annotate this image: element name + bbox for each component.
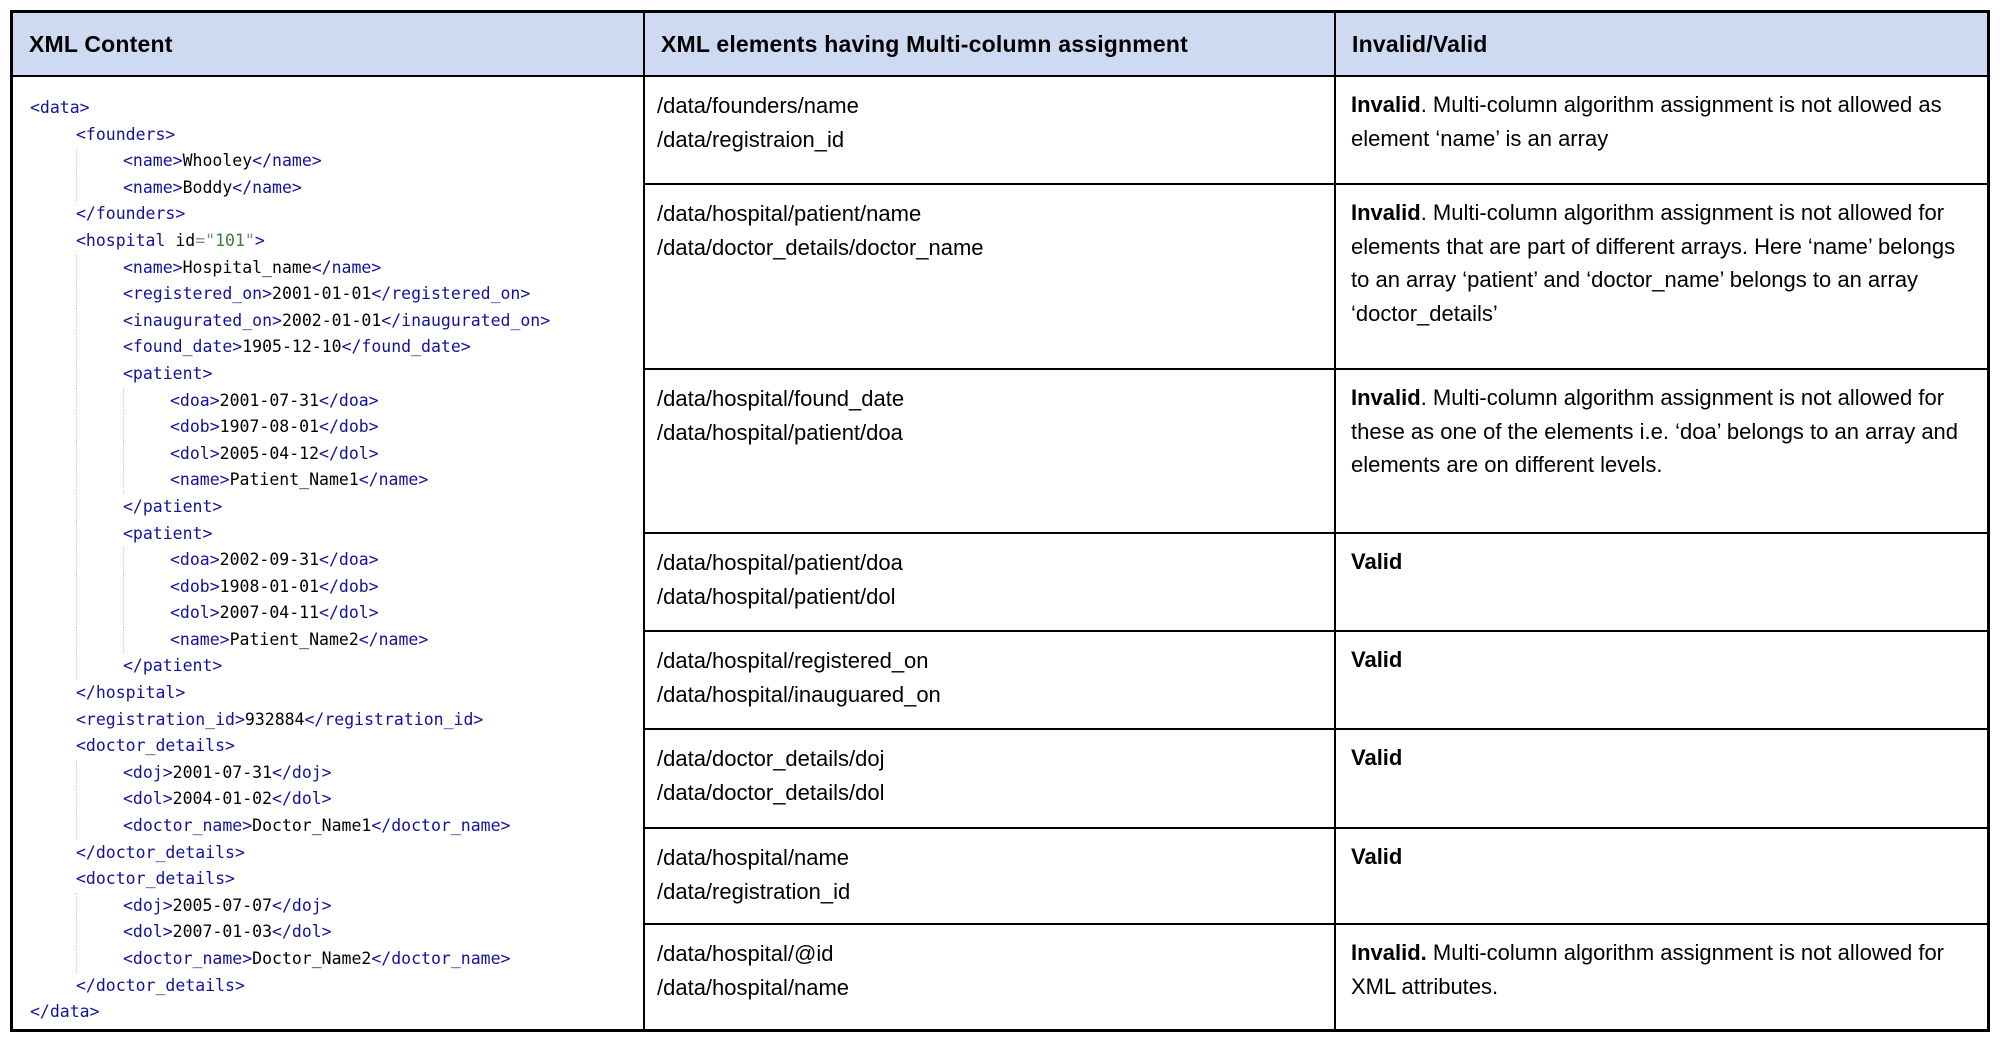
xml-code-line <box>30 175 639 202</box>
xml-tag: <patient> <box>123 363 213 383</box>
verdict-label: Invalid. <box>1351 940 1427 965</box>
xml-code-line <box>30 148 639 175</box>
xml-paths-cell <box>645 829 1334 923</box>
xml-tag: </dol> <box>319 603 379 623</box>
verdict-label: Invalid <box>1351 200 1421 225</box>
indent-space <box>30 946 76 973</box>
xml-tag: <dob> <box>170 576 220 596</box>
xml-text: 932884 <box>244 709 305 729</box>
xml-tag: <doctor_name> <box>123 949 253 968</box>
xml-tag: </dob> <box>319 576 379 596</box>
xml-tag: <dol> <box>123 922 173 942</box>
xml-text: 2004-01-02 <box>172 789 273 809</box>
xml-path: /data/doctor_details/doj <box>657 746 885 771</box>
indent-guide <box>123 414 170 441</box>
indent-guide <box>76 919 123 946</box>
indent-space <box>30 707 76 734</box>
xml-tag: <name> <box>123 177 183 197</box>
xml-code-line <box>30 866 639 893</box>
xml-text: Doctor_Name2 <box>252 949 372 968</box>
indent-space <box>30 175 76 202</box>
xml-text: id <box>165 230 196 250</box>
xml-path: /data/hospital/patient/name <box>657 201 922 226</box>
xml-path: /data/hospital/patient/doa <box>657 550 903 575</box>
xml-tag: </found_date> <box>341 337 471 357</box>
xml-code-line <box>30 441 639 468</box>
xml-tag: </patient> <box>123 656 223 676</box>
indent-guide <box>76 627 123 654</box>
xml-tag: <doctor_name> <box>123 816 253 836</box>
xml-code-line <box>30 95 639 122</box>
indent-guide <box>76 521 123 548</box>
xml-tag: <doa> <box>170 550 220 570</box>
verdict-label: Valid <box>1351 647 1403 672</box>
xml-tag: </dol> <box>319 443 379 463</box>
xml-tag: <dob> <box>170 417 220 437</box>
xml-tag: <doj> <box>123 762 173 782</box>
indent-space <box>30 893 76 920</box>
validity-cell <box>1336 534 1987 630</box>
xml-tag: </inaugurated_on> <box>381 310 551 330</box>
xml-tag: </founders> <box>76 204 186 224</box>
xml-tag: </name> <box>252 151 322 171</box>
indent-space <box>30 733 76 760</box>
validity-cell <box>1336 730 1987 827</box>
xml-code-line <box>30 255 639 282</box>
xml-text: Boddy <box>182 177 233 197</box>
xml-text: 1905-12-10 <box>242 337 342 357</box>
xml-code-line <box>30 308 639 335</box>
xml-text: Whooley <box>182 151 253 171</box>
indent-space <box>30 334 76 361</box>
indent-guide <box>76 414 123 441</box>
indent-guide <box>76 946 123 973</box>
xml-path: /data/doctor_details/doctor_name <box>657 235 984 260</box>
header-xml-elements-multicolumn: XML elements having Multi-column assignment <box>645 13 1334 75</box>
xml-tag: <doj> <box>123 895 173 915</box>
xml-tag: </doctor_name> <box>371 816 511 836</box>
xml-code-line <box>30 201 639 228</box>
xml-path: /data/hospital/found_date <box>657 386 905 411</box>
indent-space <box>30 441 76 468</box>
indent-space <box>30 600 76 627</box>
indent-guide <box>123 547 170 574</box>
xml-tag: </doj> <box>272 895 332 915</box>
xml-text: 2002-01-01 <box>281 310 382 330</box>
xml-code-line <box>30 574 639 601</box>
xml-text: Patient_Name2 <box>229 629 359 649</box>
xml-text: 2005-04-12 <box>219 443 320 463</box>
xml-code-line <box>30 653 639 680</box>
xml-code-line <box>30 281 639 308</box>
xml-path: /data/hospital/@id <box>657 941 834 966</box>
indent-space <box>30 122 76 149</box>
xml-code-line <box>30 893 639 920</box>
xml-text: Hospital_name <box>182 257 312 277</box>
header-invalid-valid: Invalid/Valid <box>1336 13 1987 75</box>
xml-path: /data/registration_id <box>657 879 851 904</box>
indent-space <box>30 148 76 175</box>
xml-tag: <doctor_details> <box>76 736 235 756</box>
indent-guide <box>76 148 123 175</box>
xml-paths-cell <box>645 370 1334 532</box>
xml-text: 2007-01-03 <box>172 922 273 942</box>
xml-tag: </patient> <box>123 496 223 516</box>
indent-space <box>30 201 76 228</box>
xml-code-line <box>30 414 639 441</box>
indent-guide <box>76 467 123 494</box>
xml-code-line <box>30 733 639 760</box>
xml-path: /data/hospital/name <box>657 975 850 1000</box>
xml-paths-cell <box>645 632 1334 728</box>
xml-code-block <box>13 77 643 1029</box>
xml-code-line <box>30 334 639 361</box>
xml-tag: </dol> <box>272 922 332 942</box>
xml-path: /data/founders/name <box>657 93 859 118</box>
indent-guide <box>76 574 123 601</box>
xml-tag: <hospital <box>76 230 166 250</box>
indent-space <box>30 919 76 946</box>
indent-guide <box>76 494 123 521</box>
header-xml-content: XML Content <box>13 13 643 75</box>
xml-path: /data/hospital/inauguared_on <box>657 682 941 707</box>
xml-code-line <box>30 388 639 415</box>
xml-code-line <box>30 467 639 494</box>
xml-paths-cell <box>645 730 1334 827</box>
xml-code-line <box>30 680 639 707</box>
comparison-table <box>10 10 1990 1032</box>
indent-space <box>30 973 76 1000</box>
indent-space <box>30 840 76 867</box>
xml-text: 2001-07-31 <box>219 390 320 410</box>
xml-tag: <name> <box>170 629 230 649</box>
indent-guide <box>123 627 170 654</box>
indent-space <box>30 813 76 840</box>
xml-punct: =" <box>195 230 216 250</box>
xml-text: 2001-01-01 <box>272 284 372 304</box>
xml-tag: <doctor_details> <box>76 869 235 889</box>
xml-tag: </name> <box>311 257 382 277</box>
indent-guide <box>76 547 123 574</box>
verdict-explanation: . Multi-column algorithm assignment is not allowed as element ‘name’ is an array <box>1351 92 1942 151</box>
verdict-label: Valid <box>1351 844 1403 869</box>
indent-space <box>30 414 76 441</box>
xml-tag: <data> <box>30 98 90 117</box>
xml-tag: </name> <box>358 470 429 490</box>
verdict-explanation: . Multi-column algorithm assignment is not allowed for elements that are part of different arrays. Here ‘name’ belongs to an array ‘patient’ and ‘doctor_name’ belongs to an array ‘doctor_details’ <box>1351 200 1956 326</box>
xml-tag: <founders> <box>76 124 176 144</box>
indent-guide <box>76 760 123 787</box>
xml-punct: " <box>244 230 255 250</box>
xml-tag: <dol> <box>170 443 220 463</box>
xml-code-line <box>30 521 639 548</box>
xml-tag: </dol> <box>272 789 332 809</box>
xml-text: 2007-04-11 <box>219 603 320 623</box>
xml-tag: </hospital> <box>76 683 186 703</box>
validity-cell <box>1336 632 1987 728</box>
indent-guide <box>76 893 123 920</box>
indent-space <box>30 228 76 255</box>
xml-paths-cell <box>645 185 1334 368</box>
indent-guide <box>123 574 170 601</box>
indent-guide <box>76 255 123 282</box>
indent-guide <box>76 786 123 813</box>
indent-space <box>30 388 76 415</box>
indent-space <box>30 281 76 308</box>
indent-guide <box>123 600 170 627</box>
indent-guide <box>76 361 123 388</box>
xml-tag: <name> <box>123 151 183 171</box>
indent-guide <box>76 281 123 308</box>
xml-tag: </doctor_details> <box>76 842 245 862</box>
xml-text: 2001-07-31 <box>172 762 273 782</box>
xml-text: 2005-07-07 <box>172 895 273 915</box>
xml-tag: <dol> <box>170 603 220 623</box>
xml-tag: </doa> <box>319 550 379 570</box>
xml-tag: <name> <box>123 257 183 277</box>
indent-space <box>30 760 76 787</box>
indent-space <box>30 866 76 893</box>
indent-space <box>30 653 76 680</box>
validity-cell <box>1336 925 1987 1029</box>
indent-guide <box>76 334 123 361</box>
xml-code-line <box>30 946 639 973</box>
xml-tag: </data> <box>30 1002 100 1022</box>
validity-cell <box>1336 77 1987 183</box>
indent-space <box>30 680 76 707</box>
indent-space <box>30 547 76 574</box>
xml-path: /data/registraion_id <box>657 127 845 152</box>
xml-code-line <box>30 627 639 654</box>
indent-guide <box>76 813 123 840</box>
indent-guide <box>123 388 170 415</box>
xml-path: /data/hospital/name <box>657 845 850 870</box>
validity-cell <box>1336 185 1987 368</box>
xml-paths-cell <box>645 534 1334 630</box>
indent-space <box>30 627 76 654</box>
xml-tag: </name> <box>232 177 302 197</box>
indent-guide <box>76 308 123 335</box>
indent-guide <box>123 441 170 468</box>
xml-tag: > <box>254 230 265 250</box>
indent-space <box>30 786 76 813</box>
xml-code-line <box>30 760 639 787</box>
verdict-label: Valid <box>1351 549 1403 574</box>
xml-tag: </dob> <box>319 417 379 437</box>
xml-tag: <name> <box>170 470 230 490</box>
xml-code-line <box>30 707 639 734</box>
xml-tag: </doctor_details> <box>76 975 245 995</box>
xml-text: Patient_Name1 <box>229 470 359 490</box>
verdict-explanation: Multi-column algorithm assignment is not allowed for XML attributes. <box>1351 940 1945 999</box>
xml-tag: <registered_on> <box>123 284 273 304</box>
xml-tag: <registration_id> <box>76 709 245 729</box>
xml-tag: </name> <box>358 629 429 649</box>
xml-path: /data/hospital/registered_on <box>657 648 929 673</box>
xml-paths-cell <box>645 77 1334 183</box>
indent-guide <box>76 441 123 468</box>
xml-text: 1908-01-01 <box>219 576 320 596</box>
xml-path: /data/hospital/patient/doa <box>657 420 903 445</box>
xml-tag: </doj> <box>272 762 332 782</box>
xml-tag: </doctor_name> <box>371 949 511 968</box>
xml-tag: <patient> <box>123 523 213 543</box>
xml-tag: <dol> <box>123 789 173 809</box>
xml-code-line <box>30 973 639 1000</box>
indent-space <box>30 521 76 548</box>
xml-path: /data/hospital/patient/dol <box>657 584 896 609</box>
xml-code-line <box>30 786 639 813</box>
xml-path: /data/doctor_details/dol <box>657 780 885 805</box>
xml-paths-cell <box>645 925 1334 1029</box>
indent-guide <box>123 467 170 494</box>
xml-code-line <box>30 840 639 867</box>
xml-code-line <box>30 361 639 388</box>
xml-tag: <inaugurated_on> <box>123 310 282 330</box>
xml-code-line <box>30 228 639 255</box>
verdict-label: Invalid <box>1351 385 1421 410</box>
xml-tag: </doa> <box>319 390 379 410</box>
validity-cell <box>1336 370 1987 532</box>
xml-code-line <box>30 813 639 840</box>
xml-attr-value: 101 <box>215 230 245 250</box>
indent-space <box>30 255 76 282</box>
xml-code-line <box>30 600 639 627</box>
xml-tag: <doa> <box>170 390 220 410</box>
indent-space <box>30 361 76 388</box>
xml-tag: </registered_on> <box>371 284 531 304</box>
indent-space <box>30 574 76 601</box>
xml-code-line <box>30 999 639 1026</box>
indent-space <box>30 494 76 521</box>
xml-tag: <found_date> <box>123 337 243 357</box>
verdict-label: Invalid <box>1351 92 1421 117</box>
verdict-explanation: . Multi-column algorithm assignment is not allowed for these as one of the elements i.e. ‘doa’ belongs to an array and elements are on different levels. <box>1351 385 1959 477</box>
xml-tag: </registration_id> <box>304 709 484 729</box>
xml-text: 2002-09-31 <box>219 550 320 570</box>
xml-text: Doctor_Name1 <box>252 816 372 836</box>
xml-code-line <box>30 122 639 149</box>
indent-guide <box>76 600 123 627</box>
indent-guide <box>76 388 123 415</box>
xml-text: 1907-08-01 <box>219 417 320 437</box>
verdict-label: Valid <box>1351 745 1403 770</box>
validity-cell <box>1336 829 1987 923</box>
indent-space <box>30 308 76 335</box>
indent-space <box>30 467 76 494</box>
indent-guide <box>76 653 123 680</box>
xml-code-line <box>30 919 639 946</box>
indent-guide <box>76 175 123 202</box>
xml-code-line <box>30 547 639 574</box>
xml-code-line <box>30 494 639 521</box>
